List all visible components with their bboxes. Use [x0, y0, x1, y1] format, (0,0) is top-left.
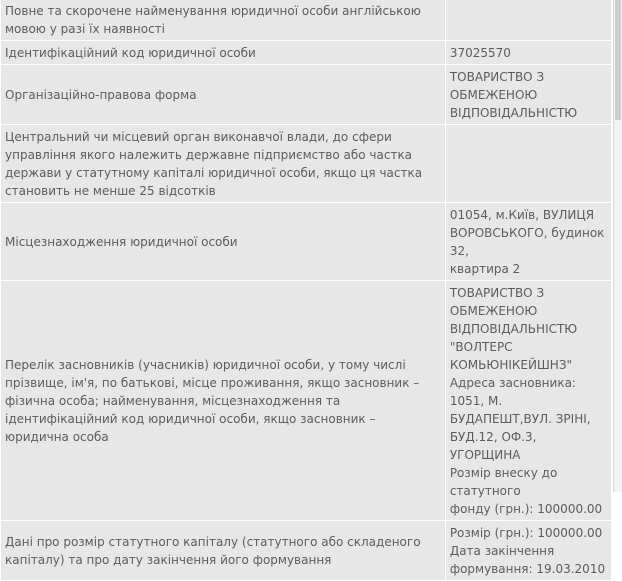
- value-line: формування: 19.03.2010: [449, 562, 606, 576]
- value-line: квартира 2: [449, 262, 521, 276]
- value-line: ОБМЕЖЕНОЮ: [449, 304, 538, 318]
- value-line: ТОВАРИСТВО З: [449, 286, 545, 300]
- table-row: [1, 41, 612, 65]
- table-row: [1, 521, 612, 581]
- value-line: 37025570: [449, 46, 511, 60]
- value-line: Розмір (грн.): 100000.00: [449, 526, 603, 540]
- value-line: Адреса засновника: 1051, М.: [449, 376, 576, 408]
- row-label-location: Місцезнаходження юридичної особи: [1, 203, 446, 281]
- row-value-authorized-capital: [445, 521, 611, 581]
- value-line: БУД.12, ОФ.3, УГОРЩИНА: [449, 430, 537, 462]
- row-label-founders: Перелік засновників (учасників) юридичної особи, у тому числі прізвище, ім'я, по батькові, місце проживання, якщо засновник – фізична особа; найменування, місцезнаходження та ідентифікаційний код юридичної особи, якщо засновник – юридична особа: [1, 281, 446, 521]
- row-value-english-name: [445, 0, 611, 41]
- row-label-identification-code: Ідентифікаційний код юридичної особи: [1, 41, 446, 65]
- row-value-identification-code: [445, 41, 611, 65]
- value-line: 01054, м.Київ, ВУЛИЦЯ: [449, 208, 595, 222]
- row-label-english-name: Повне та скорочене найменування юридичної особи англійською мовою у разі їх наявності: [1, 0, 446, 41]
- value-line: КОМЬЮНІКЕЙШНЗ": [449, 358, 573, 372]
- row-value-location: [445, 203, 611, 281]
- value-line: ВІДПОВІДАЛЬНІСТЮ: [449, 322, 578, 336]
- row-value-governing-authority: [445, 125, 611, 203]
- table-row: [1, 125, 612, 203]
- row-value-legal-form: [445, 65, 611, 125]
- registry-table-body: [1, 0, 612, 581]
- value-line: ОБМЕЖЕНОЮ: [449, 88, 538, 102]
- value-line: ВІДПОВІДАЛЬНІСТЮ: [449, 106, 578, 120]
- value-line: БУДАПЕШТ,ВУЛ. ЗРІНІ,: [449, 412, 591, 426]
- vertical-scrollbar[interactable]: [613, 0, 622, 492]
- value-line: Дата закінчення: [449, 544, 555, 558]
- row-label-authorized-capital: Дані про розмір статутного капіталу (статутного або складеного капіталу) та про дату закінчення його формування: [1, 521, 446, 581]
- value-line: "ВОЛТЕРС: [449, 340, 513, 354]
- table-row: [1, 281, 612, 521]
- value-line: ВОРОВСЬКОГО, будинок 32,: [449, 226, 605, 258]
- row-label-legal-form: Організаційно-правова форма: [1, 65, 446, 125]
- table-row: [1, 0, 612, 41]
- value-line: фонду (грн.): 100000.00: [449, 502, 603, 516]
- scrollbar-thumb[interactable]: [615, 0, 621, 120]
- row-label-governing-authority: Центральний чи місцевий орган виконавчої влади, до сфери управління якого належить державне підприємство або частка держави у статутному капіталі юридичної особи, якщо ця частка становить не менше 25 відсотків: [1, 125, 446, 203]
- value-line: Розмір внеску до статутного: [449, 466, 558, 498]
- table-row: [1, 65, 612, 125]
- table-row: [1, 203, 612, 281]
- row-value-founders: [445, 281, 611, 521]
- value-line: ТОВАРИСТВО З: [449, 70, 545, 84]
